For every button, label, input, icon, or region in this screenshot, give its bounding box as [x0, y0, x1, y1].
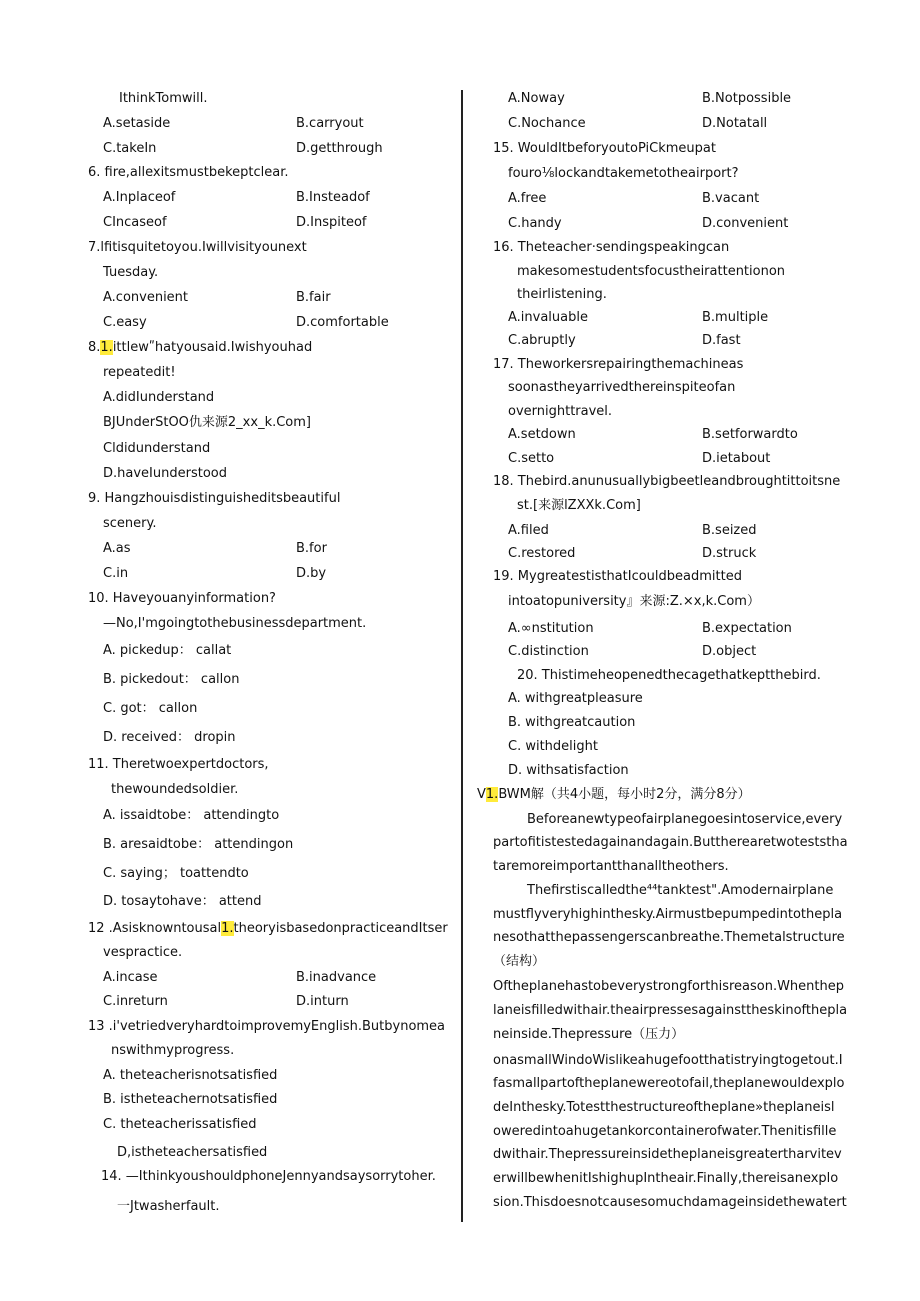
column-divider — [461, 90, 463, 1222]
text-line: B.setforwardto — [702, 427, 798, 442]
text-line: C. withdelight — [508, 739, 598, 754]
text-line: 一Jtwasherfault. — [117, 1199, 220, 1214]
text-line: D.fast — [702, 333, 741, 348]
text-line: vespractice. — [103, 945, 183, 960]
text-line: D.ietabout — [702, 451, 771, 466]
text-line: laneisfilledwithair.theairpressesagainsttheskinofthepla — [493, 1003, 848, 1018]
text-line: A. pickedup： callat — [103, 643, 232, 658]
text-line: intoatopuniversity』来源:Z.×x,k.Com） — [508, 594, 760, 609]
line-prefix: V — [477, 787, 486, 802]
text-line: A.convenient — [103, 290, 189, 305]
text-line: A.didIunderstand — [103, 390, 215, 405]
text-line: sion.Thisdoesnotcausesomuchdamageinsidethewatert — [493, 1195, 847, 1210]
text-line: thewoundedsoldier. — [111, 782, 239, 797]
text-line: 11. Theretwoexpertdoctors, — [88, 757, 269, 772]
highlighted-marker: 1. — [485, 787, 499, 802]
text-line: B.Notpossible — [702, 91, 792, 106]
text-line: B. istheteachernotsatisfied — [103, 1092, 278, 1107]
text-line: 10. Haveyouanyinformation? — [88, 591, 276, 606]
text-line: B.carryout — [296, 116, 364, 131]
text-line — [477, 786, 751, 804]
text-line: oweredintoahugetankorcontainerofwater.Thenitisfille — [493, 1124, 837, 1139]
text-line: Beforeanewtypeofairplanegoesintoservice,every — [527, 812, 843, 827]
text-line: D.convenient — [702, 216, 789, 231]
text-line: C. saying； toattendto — [103, 866, 249, 881]
text-line: C.abruptly — [508, 333, 576, 348]
text-line: 15. WouldItbeforyoutoPiCkmeupat — [493, 141, 716, 156]
text-line: 16. Theteacher·sendingspeakingcan — [493, 240, 730, 255]
text-line: B. pickedout： callon — [103, 672, 240, 687]
line-prefix: 12 .Asisknowntousal — [88, 921, 222, 936]
text-line: D. received： dropin — [103, 730, 236, 745]
text-line: onasmallWindoWislikeahugefootthatistryingtogetout.I — [493, 1053, 843, 1068]
text-line: A.Noway — [508, 91, 565, 106]
text-line: taremoreimportantthanalltheothers. — [493, 859, 729, 874]
text-line: A. theteacherisnotsatisfied — [103, 1068, 278, 1083]
text-line: 9. Hangzhouisdistinguisheditsbeautiful — [88, 491, 341, 506]
text-line: B.vacant — [702, 191, 760, 206]
text-line: C. theteacherissatisfied — [103, 1117, 257, 1132]
text-line: 20. Thistimeheopenedthecagethatkeptthebird. — [517, 668, 821, 683]
text-line: theirlistening. — [517, 287, 607, 302]
text-line: D.object — [702, 644, 757, 659]
text-line: Tuesday. — [103, 265, 159, 280]
text-line: IthinkTomwill. — [119, 91, 208, 106]
text-line: dwithair.Thepressureinsidetheplaneisgreatertharvitev — [493, 1147, 842, 1162]
text-line: C.restored — [508, 546, 576, 561]
text-line: 18. Thebird.anunusuallybigbeetleandbroughtittoitsne — [493, 474, 841, 489]
text-line: B.expectation — [702, 621, 792, 636]
text-line: B. aresaidtobe： attendingon — [103, 837, 294, 852]
text-line: B.seized — [702, 523, 757, 538]
text-line: erwillbewhenitIshighupIntheair.Finally,thereisanexplo — [493, 1171, 839, 1186]
text-line: D.comfortable — [296, 315, 389, 330]
text-line: CIncaseof — [103, 215, 167, 230]
text-line: C.in — [103, 566, 129, 581]
text-line: C.distinction — [508, 644, 589, 659]
text-line: B.multiple — [702, 310, 769, 325]
text-line: fouro⅛lockandtakemetotheairport? — [508, 166, 739, 181]
text-line: A.setaside — [103, 116, 171, 131]
text-line: B.for — [296, 541, 327, 556]
text-line: 13 .i'vetriedveryhardtoimprovemyEnglish.Butbynomea — [88, 1019, 446, 1034]
text-line: 19. MygreatestisthatIcouldbeadmitted — [493, 569, 742, 584]
text-line: soonastheyarrivedthereinspiteofan — [508, 380, 736, 395]
text-line: 7.lfitisquitetoyou.Iwillvisityounext — [88, 240, 307, 255]
text-line: scenery. — [103, 516, 157, 531]
text-line: D.inturn — [296, 994, 349, 1009]
text-line: nswithmyprogress. — [111, 1043, 235, 1058]
text-line: 14. —IthinkyoushouldphoneJennyandsaysorrytoher. — [101, 1169, 436, 1184]
text-line: A.∞nstitution — [508, 621, 594, 636]
text-line: D.by — [296, 566, 327, 581]
text-line: B.inadvance — [296, 970, 377, 985]
text-line: （结构） — [493, 954, 546, 969]
text-line: st.[来源lZXXk.Com] — [517, 498, 641, 513]
text-line: D. withsatisfaction — [508, 763, 629, 778]
text-line: D.struck — [702, 546, 757, 561]
line-text: theoryisbasedonpracticeandItser — [233, 921, 448, 936]
text-line: repeatedit! — [103, 365, 176, 380]
text-line: A.invaluable — [508, 310, 588, 325]
text-line: C.inreturn — [103, 994, 168, 1009]
text-line: C. got： callon — [103, 701, 198, 716]
text-line: nesothatthepassengerscanbreathe.Themetalstructure — [493, 930, 845, 945]
text-line: B. withgreatcaution — [508, 715, 636, 730]
text-line: B.Insteadof — [296, 190, 370, 205]
text-line — [88, 339, 312, 357]
text-line: partofitistestedagainandagain.Buttherearetwoteststha — [493, 835, 848, 850]
text-line: A.free — [508, 191, 547, 206]
text-line: Oftheplanehastobeverystrongforthisreason.Whenthep — [493, 979, 844, 994]
text-line: fasmallpartoftheplanewereotofail,theplanewouldexplo — [493, 1076, 845, 1091]
text-line: A.as — [103, 541, 131, 556]
text-line: Cldidunderstand — [103, 441, 211, 456]
text-line: A. withgreatpleasure — [508, 691, 643, 706]
text-line: makesomestudentsfocustheirattentionon — [517, 264, 786, 279]
highlighted-marker: 1. — [100, 340, 113, 355]
text-line: C.takeIn — [103, 141, 157, 156]
highlighted-marker: 1. — [221, 921, 234, 936]
text-line: D.Inspiteof — [296, 215, 367, 230]
text-line: A.Inplaceof — [103, 190, 176, 205]
text-line: neinside.Thepressure（压力） — [493, 1027, 685, 1042]
text-line: C.easy — [103, 315, 147, 330]
text-line — [88, 920, 448, 938]
text-line: overnighttravel. — [508, 404, 613, 419]
text-line: C.Nochance — [508, 116, 586, 131]
text-line: deInthesky.Totestthestructureoftheplane»theplaneisl — [493, 1100, 835, 1115]
text-line: Thefirstiscalledthe⁴⁴tanktest".Amodernairplane — [527, 883, 834, 898]
text-line: mustflyveryhighinthesky.Airmustbepumpedintothepla — [493, 907, 843, 922]
text-line: D.getthrough — [296, 141, 383, 156]
text-line: 17. Theworkersrepairingthemachineas — [493, 357, 744, 372]
line-text: BWM解（共4小题，每小时2分，满分8分） — [498, 787, 751, 802]
text-line: 6. fire,allexitsmustbekeptclear. — [88, 165, 289, 180]
text-line: C.handy — [508, 216, 562, 231]
text-line: C.setto — [508, 451, 555, 466]
text-line: B.fair — [296, 290, 331, 305]
line-prefix: 8. — [88, 340, 101, 355]
text-line: A.filed — [508, 523, 549, 538]
line-text: ittlewʺhatyousaid.Iwishyouhad — [112, 340, 313, 355]
text-line: A.setdown — [508, 427, 576, 442]
text-line: —No,I'mgoingtothebusinessdepartment. — [103, 616, 367, 631]
text-line: A. issaidtobe： attendingto — [103, 808, 280, 823]
text-line: D.haveIunderstood — [103, 466, 227, 481]
text-line: BJUnderStOO仇来源2_xx_k.Com] — [103, 415, 312, 430]
text-line: D. tosaytohave： attend — [103, 894, 262, 909]
text-line: D.Notatall — [702, 116, 768, 131]
text-line: D,istheteachersatisfied — [117, 1145, 268, 1160]
text-line: A.incase — [103, 970, 158, 985]
